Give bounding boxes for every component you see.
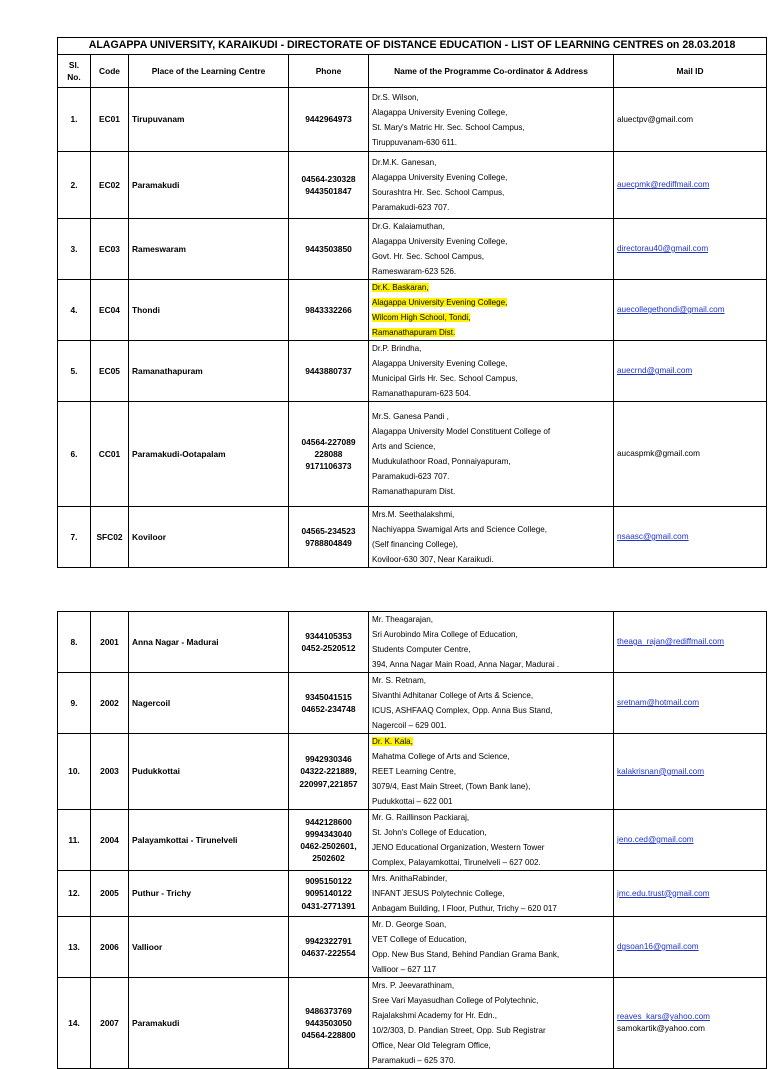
phone-number: 2502602 [312, 853, 345, 864]
cell-coordinator-address [369, 673, 614, 734]
cell-code: EC05 [91, 341, 129, 402]
cell-code: 2004 [91, 810, 129, 871]
cell-mail [614, 341, 767, 402]
cell-code: 2007 [91, 978, 129, 1069]
cell-coordinator-address [369, 280, 614, 341]
cell-coordinator-address [369, 871, 614, 917]
cell-sl-no: 11. [58, 810, 91, 871]
cell-place: Puthur - Trichy [129, 871, 289, 917]
phone-number: 04652-234748 [301, 704, 356, 714]
phone-number: 0462-2502601, [300, 841, 357, 851]
cell-place: Koviloor [129, 507, 289, 568]
phone-number: 9095150122 [305, 876, 352, 887]
cell-code: 2005 [91, 871, 129, 917]
mail-link[interactable]: theaga_rajan@rediffmail.com [617, 637, 724, 647]
coordinator-name: Mrs. AnithaRabinder, [372, 874, 448, 883]
cell-mail [614, 734, 767, 810]
cell-coordinator-address [369, 219, 614, 280]
cell-phone [289, 673, 369, 734]
cell-sl-no: 10. [58, 734, 91, 810]
cell-mail [614, 810, 767, 871]
cell-coordinator-address [369, 402, 614, 507]
mail-link[interactable]: auecrnd@gmail.com [617, 366, 693, 376]
mail-text: aucaspmk@gmail.com [617, 449, 700, 459]
cell-code: EC02 [91, 152, 129, 219]
cell-coordinator-address [369, 152, 614, 219]
learning-centres-table-part2 [57, 611, 767, 1069]
cell-code: SFC02 [91, 507, 129, 568]
address-line: Alagappa University Evening College, [372, 237, 508, 246]
phone-number: 9095140122 [305, 888, 352, 899]
mail-link[interactable]: auecpmk@rediffmail.com [617, 180, 710, 190]
address-line: Govt. Hr. Sec. School Campus, [372, 252, 485, 261]
cell-sl-no: 1. [58, 88, 91, 152]
table-row [58, 88, 767, 152]
coordinator-name: Mrs. P. Jeevarathinam, [372, 981, 455, 990]
header-code: Code [91, 55, 129, 88]
cell-mail [614, 612, 767, 673]
address-line: Alagappa University Evening College, [372, 298, 508, 307]
coordinator-name: Dr.M.K. Ganesan, [372, 158, 437, 167]
cell-phone [289, 341, 369, 402]
address-line: VET College of Education, [372, 935, 467, 944]
phone-number: 9171106373 [305, 461, 352, 472]
cell-code: 2002 [91, 673, 129, 734]
table-row [58, 612, 767, 673]
cell-phone [289, 978, 369, 1069]
cell-phone [289, 507, 369, 568]
cell-mail [614, 978, 767, 1069]
phone-number: 04564-227089 [301, 436, 356, 447]
cell-phone [289, 871, 369, 917]
cell-phone [289, 280, 369, 341]
coordinator-name: Mr. D. George Soan, [372, 920, 447, 929]
address-line: Rajalakshmi Academy for Hr. Edn., [372, 1011, 498, 1020]
phone-number: 9942930346 [305, 754, 352, 765]
cell-phone [289, 917, 369, 978]
address-line: 394, Anna Nagar Main Road, Anna Nagar, Madurai . [372, 660, 560, 669]
phone-number: 228088 [314, 448, 343, 459]
phone-number: 9486373769 [305, 1005, 352, 1016]
cell-sl-no: 13. [58, 917, 91, 978]
phone-number: 9443503850 [305, 243, 352, 254]
phone-number: 9843332266 [305, 304, 352, 315]
address-line: Paramakudi-623 707. [372, 203, 450, 212]
cell-coordinator-address [369, 612, 614, 673]
address-line: Opp. New Bus Stand, Behind Pandian Grama Bank, [372, 950, 560, 959]
cell-sl-no: 12. [58, 871, 91, 917]
header-sl-no: Sl. No. [58, 55, 91, 88]
address-line: Arts and Science, [372, 442, 436, 451]
coordinator-name: Dr. K. Kala, [372, 737, 413, 746]
address-line: Sivanthi Adhitanar College of Arts & Science, [372, 691, 534, 700]
phone-number: 0452-2520512 [301, 643, 356, 653]
coordinator-name: Dr.K. Baskaran, [372, 283, 429, 292]
address-line: Nagercoil – 629 001. [372, 721, 447, 730]
coordinator-name: Dr.G. Kalaiamuthan, [372, 222, 445, 231]
address-line: ICUS, ASHFAAQ Complex, Opp. Anna Bus Stand, [372, 706, 553, 715]
phone-number: 9442964973 [305, 114, 352, 125]
address-line: Ramanathapuram Dist. [372, 487, 456, 496]
cell-place: Palayamkottai - Tirunelveli [129, 810, 289, 871]
mail-link[interactable]: reaves_kars@yahoo.com [617, 1012, 710, 1022]
address-line: Anbagam Building, I Floor, Puthur, Trichy – 620 017 [372, 904, 557, 913]
cell-code: 2006 [91, 917, 129, 978]
table-row [58, 152, 767, 219]
address-line: St. Mary's Matric Hr. Sec. School Campus, [372, 122, 525, 132]
address-line: Ramanathapuram Dist. [372, 328, 456, 337]
address-line: Vallioor – 627 117 [372, 965, 437, 974]
mail-link[interactable]: jmc.edu.trust@gmail.com [617, 888, 710, 898]
header-mail: Mail ID [614, 55, 767, 88]
address-line: Paramakudi – 625 370. [372, 1056, 456, 1065]
table-row [58, 280, 767, 341]
cell-place: Anna Nagar - Madurai [129, 612, 289, 673]
phone-number: 04565-234523 [301, 525, 356, 536]
mail-text: aluectpv@gmail.com [617, 114, 694, 124]
cell-phone [289, 402, 369, 507]
mail-text: samokartik@yahoo.com [617, 1024, 705, 1033]
table-row [58, 917, 767, 978]
address-line: REET Learning Centre, [372, 767, 456, 776]
cell-mail [614, 152, 767, 219]
address-line: Students Computer Centre, [372, 645, 471, 654]
address-line: Mahatma College of Arts and Science, [372, 752, 510, 761]
cell-coordinator-address [369, 88, 614, 152]
address-line: Koviloor-630 307, Near Karaikudi. [372, 555, 494, 564]
phone-number: 9443503050 [305, 1017, 352, 1028]
address-line: Municipal Girls Hr. Sec. School Campus, [372, 374, 518, 383]
phone-number: 04564-230328 [301, 173, 356, 184]
header-coordinator: Name of the Programme Co-ordinator & Address [369, 55, 614, 88]
cell-place: Paramakudi [129, 978, 289, 1069]
phone-number: 9942322791 [305, 935, 352, 946]
cell-coordinator-address [369, 810, 614, 871]
table-row [58, 673, 767, 734]
table-row [58, 507, 767, 568]
address-line: Sourashtra Hr. Sec. School Campus, [372, 188, 505, 197]
cell-mail [614, 673, 767, 734]
cell-mail [614, 280, 767, 341]
phone-number: 04564-228800 [301, 1030, 356, 1041]
cell-place: Tirupuvanam [129, 88, 289, 152]
address-line: Alagappa University Evening College, [372, 107, 508, 117]
cell-phone [289, 219, 369, 280]
cell-place: Rameswaram [129, 219, 289, 280]
address-line: Alagappa University Evening College, [372, 359, 508, 368]
cell-mail [614, 507, 767, 568]
cell-coordinator-address [369, 507, 614, 568]
phone-number: 9994343040 [305, 828, 352, 839]
cell-code: CC01 [91, 402, 129, 507]
phone-number: 9443880737 [305, 365, 352, 376]
mail-link[interactable]: directorau40@gmail.com [617, 244, 709, 254]
address-line: St. John's College of Education, [372, 828, 487, 837]
coordinator-name: Mr.S. Ganesa Pandi , [372, 412, 449, 421]
address-line: Rameswaram-623 526. [372, 267, 457, 276]
cell-coordinator-address [369, 734, 614, 810]
address-line: JENO Educational Organization, Western Tower [372, 843, 545, 852]
table-header-row [58, 55, 767, 88]
phone-number: 04322-221889, [300, 766, 357, 777]
cell-mail [614, 402, 767, 507]
address-line: Pudukkottai – 622 001 [372, 797, 453, 806]
address-line: 3079/4, East Main Street, (Town Bank lane), [372, 782, 531, 791]
table-row [58, 341, 767, 402]
cell-phone [289, 810, 369, 871]
address-line: Tiruppuvanam-630 611. [372, 137, 458, 147]
address-line: Mudukulathoor Road, Ponnaiyapuram, [372, 457, 511, 466]
phone-number: 9443501847 [305, 186, 352, 196]
cell-sl-no: 14. [58, 978, 91, 1069]
table-row [58, 871, 767, 917]
table-row [58, 402, 767, 507]
cell-code: EC04 [91, 280, 129, 341]
mail-link[interactable]: nsaasc@gmail.com [617, 532, 689, 542]
cell-code: 2003 [91, 734, 129, 810]
address-line: Complex, Palayamkottai, Tirunelveli – 627 002. [372, 858, 541, 867]
cell-code: EC01 [91, 88, 129, 152]
mail-link[interactable]: sretnam@hotmail.com [617, 698, 700, 708]
cell-place: Nagercoil [129, 673, 289, 734]
cell-code: EC03 [91, 219, 129, 280]
cell-place: Thondi [129, 280, 289, 341]
cell-sl-no: 5. [58, 341, 91, 402]
coordinator-name: Mr. G. Raillinson Packiaraj, [372, 813, 470, 822]
address-line: INFANT JESUS Polytechnic College, [372, 889, 505, 898]
mail-link[interactable]: auecollegethondi@gmail.com [617, 305, 725, 315]
cell-code: 2001 [91, 612, 129, 673]
cell-place: Pudukkottai [129, 734, 289, 810]
phone-number: 9345041515 [305, 691, 352, 702]
coordinator-name: Mr. Theagarajan, [372, 615, 434, 624]
address-line: Alagappa University Model Constituent College of [372, 427, 551, 436]
coordinator-name: Mr. S. Retnam, [372, 676, 426, 685]
cell-mail [614, 219, 767, 280]
cell-sl-no: 8. [58, 612, 91, 673]
table-row [58, 734, 767, 810]
cell-phone [289, 152, 369, 219]
table-row [58, 219, 767, 280]
cell-mail [614, 88, 767, 152]
cell-sl-no: 2. [58, 152, 91, 219]
address-line: Paramakudi-623 707. [372, 472, 450, 481]
header-place: Place of the Learning Centre [129, 55, 289, 88]
cell-phone [289, 88, 369, 152]
phone-number: 220997,221857 [299, 778, 358, 789]
page-title: ALAGAPPA UNIVERSITY, KARAIKUDI - DIRECTORATE OF DISTANCE EDUCATION - LIST OF LEARNING CENTRES on 28.03.2018 [58, 38, 767, 55]
coordinator-name: Mrs.M. Seethalakshmi, [372, 510, 455, 519]
cell-sl-no: 7. [58, 507, 91, 568]
cell-coordinator-address [369, 978, 614, 1069]
cell-place: Paramakudi [129, 152, 289, 219]
address-line: Sri Aurobindo Mira College of Education, [372, 630, 518, 639]
mail-link[interactable]: kalakrisnan@gmail.com [617, 766, 705, 776]
address-line: Nachiyappa Swamigal Arts and Science College, [372, 525, 548, 534]
cell-mail [614, 871, 767, 917]
cell-sl-no: 3. [58, 219, 91, 280]
address-line: Office, Near Old Telegram Office, [372, 1041, 491, 1050]
address-line: 10/2/303, D. Pandian Street, Opp. Sub Registrar [372, 1026, 546, 1035]
mail-link[interactable]: dgsoan16@gmail.com [617, 942, 699, 952]
table-row [58, 978, 767, 1069]
address-line: Ramanathapuram-623 504. [372, 389, 471, 398]
cell-place: Vallioor [129, 917, 289, 978]
coordinator-name: Dr.S. Wilson, [372, 92, 419, 102]
cell-place: Paramakudi-Ootapalam [129, 402, 289, 507]
address-line: Alagappa University Evening College, [372, 173, 508, 182]
learning-centres-table-part1 [57, 37, 767, 568]
address-line: Sree Vari Mayasudhan College of Polytechnic, [372, 996, 539, 1005]
table-row [58, 810, 767, 871]
phone-number: 04637-222554 [301, 948, 356, 958]
address-line: Wilcom High School, Tondi, [372, 313, 471, 322]
cell-sl-no: 4. [58, 280, 91, 341]
phone-number: 0431-2771391 [301, 900, 356, 911]
header-phone: Phone [289, 55, 369, 88]
cell-sl-no: 9. [58, 673, 91, 734]
phone-number: 9442128600 [305, 816, 352, 827]
coordinator-name: Dr.P. Brindha, [372, 344, 422, 353]
cell-coordinator-address [369, 917, 614, 978]
mail-link[interactable]: jeno.ced@gmail.com [617, 835, 694, 845]
cell-phone [289, 734, 369, 810]
cell-mail [614, 917, 767, 978]
phone-number: 9344105353 [305, 630, 352, 641]
phone-number: 9788804849 [305, 538, 352, 548]
cell-coordinator-address [369, 341, 614, 402]
cell-sl-no: 6. [58, 402, 91, 507]
cell-phone [289, 612, 369, 673]
address-line: (Self financing College), [372, 540, 458, 549]
cell-place: Ramanathapuram [129, 341, 289, 402]
